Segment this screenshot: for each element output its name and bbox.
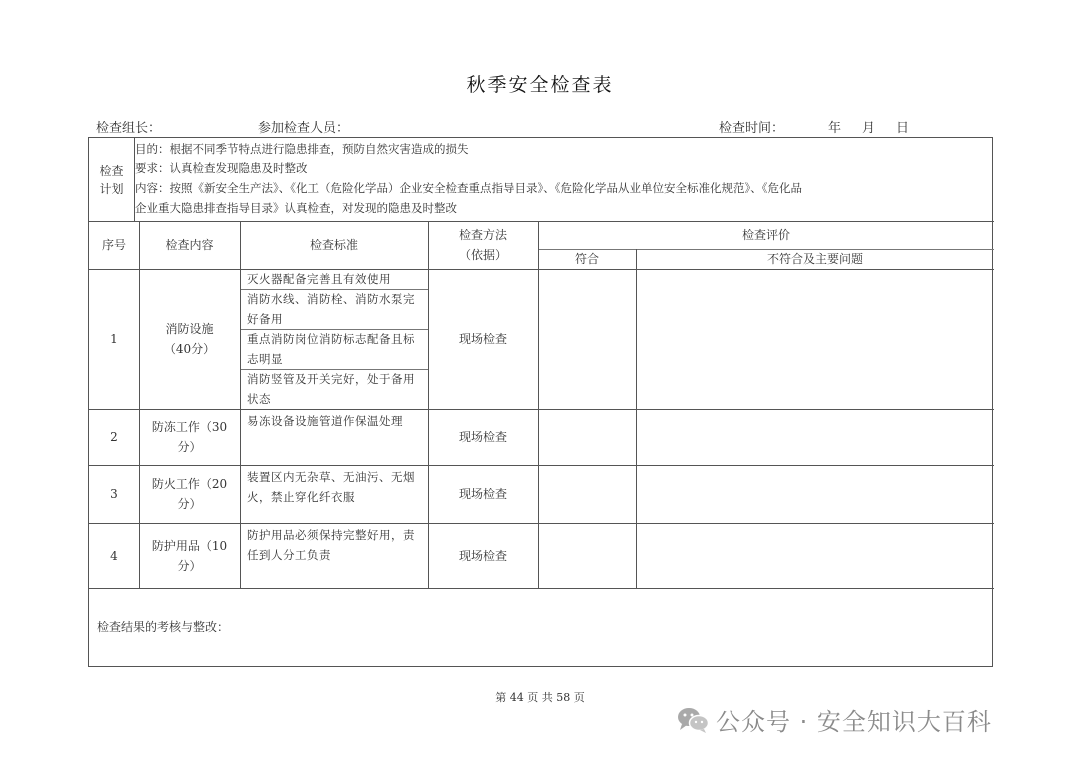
header-nonconform: 不符合及主要问题 — [766, 252, 863, 266]
plan-label: 检查 计划 — [99, 164, 124, 196]
row1-method: 现场检查 — [458, 332, 507, 346]
leader-label: 检查组长： — [96, 121, 162, 136]
day-label: 日 — [896, 121, 910, 136]
inspection-table — [88, 137, 993, 667]
row3-content: 防火工作（20 分） — [151, 477, 228, 511]
page-title: 秋季安全检查表 — [466, 74, 614, 96]
row1-no: 1 — [110, 332, 118, 346]
row3-method: 现场检查 — [458, 487, 507, 501]
header-conform: 符合 — [574, 252, 599, 266]
col-rule-4 — [538, 221, 539, 588]
row1-standard-4: 消防竖管及开关完好，处于备用状态 — [247, 372, 415, 406]
time-label: 检查时间： — [719, 121, 785, 136]
row1-content: 消防设施 （40分） — [163, 322, 216, 356]
watermark-text: 公众号 · 安全知识大百科 — [716, 708, 992, 736]
header-method: 检查方法 （依据） — [458, 228, 507, 262]
page-number: 第 44 页 共 58 页 — [495, 691, 585, 704]
row2-content: 防冻工作（30 分） — [151, 420, 228, 454]
row3-no: 3 — [110, 487, 118, 501]
col-rule-5 — [636, 249, 637, 588]
plan-purpose: 目的：根据不同季节特点进行隐患排查，预防自然灾害造成的损失 — [135, 142, 469, 156]
month-label: 月 — [862, 121, 876, 136]
wechat-icon — [676, 705, 710, 735]
row2-standard: 易冻设备设施管道作保温处理 — [247, 414, 403, 428]
participants-label: 参加检查人员： — [258, 121, 350, 136]
watermark — [676, 702, 992, 737]
row2-no: 2 — [110, 430, 118, 444]
result-label: 检查结果的考核与整改： — [97, 620, 230, 634]
row1-standard-1: 灭火器配备完善且有效使用 — [247, 272, 391, 286]
row4-content: 防护用品（10 分） — [151, 538, 228, 573]
row1-standard-2: 消防水线、消防栓、消防水泵完好备用 — [247, 292, 415, 326]
rule-row-4 — [89, 588, 994, 589]
plan-content-line2: 企业重大隐患排查指导目录》认真检查，对发现的隐患及时整改 — [135, 201, 457, 215]
row4-method: 现场检查 — [458, 548, 507, 563]
header-no: 序号 — [101, 238, 126, 252]
row4-no: 4 — [110, 548, 118, 563]
row1-standard-3: 重点消防岗位消防标志配备且标志明显 — [247, 332, 415, 366]
row4-standard: 防护用品必须保持完整好用，责任到人分工负责 — [247, 528, 415, 562]
header-evaluation: 检查评价 — [741, 228, 790, 242]
header-content: 检查内容 — [165, 238, 214, 252]
plan-content-line1: 内容：按照《新安全生产法》、《化工（危险化学品）企业安全检查重点指导目录》、《危险化学品从业单位安全标准化规范》、《危化品 — [135, 181, 802, 195]
year-label: 年 — [828, 121, 842, 136]
header-standard: 检查标准 — [309, 238, 358, 252]
plan-requirement: 要求：认真检查发现隐患及时整改 — [135, 161, 308, 175]
row3-standard: 装置区内无杂草、无油污、无烟火，禁止穿化纤衣服 — [247, 470, 415, 504]
row2-method: 现场检查 — [458, 430, 507, 444]
